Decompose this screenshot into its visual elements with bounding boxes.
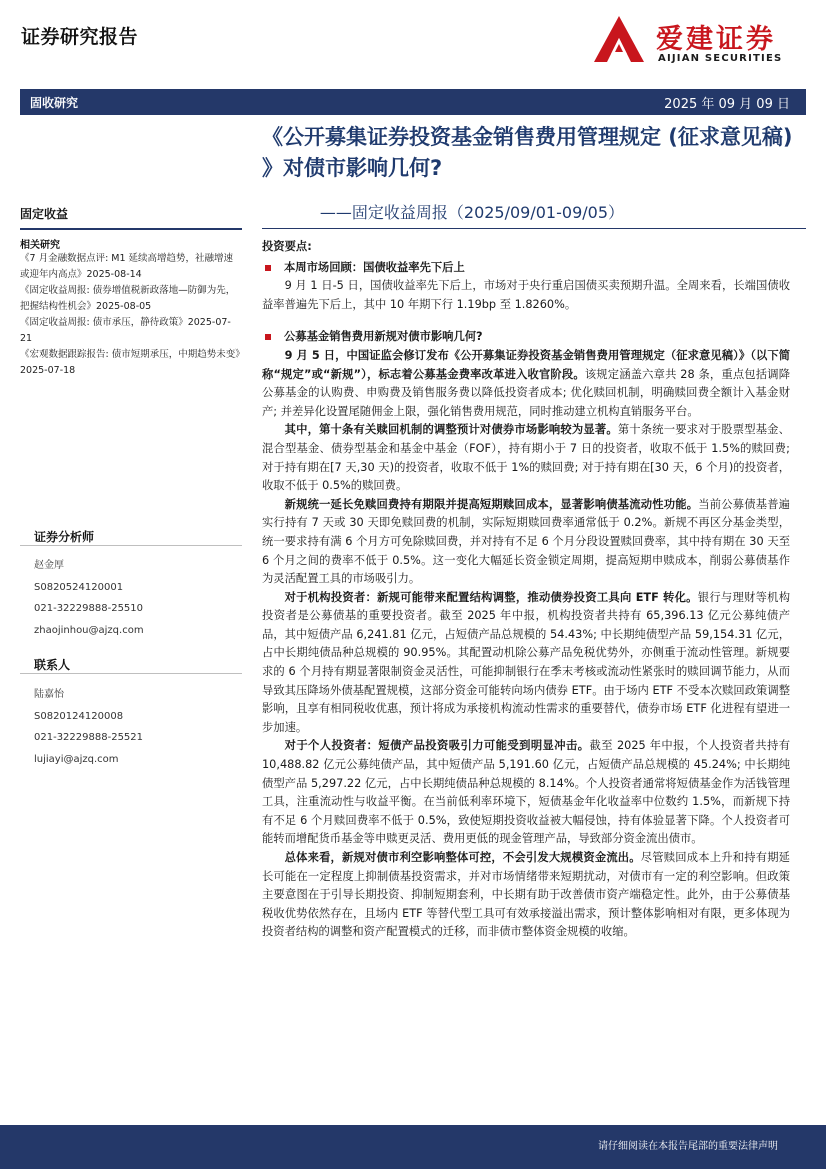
paragraph-lead: 新规统一延长免赎回费持有期限并提高短期赎回成本，显著影响债基流动性功能。 — [284, 497, 699, 511]
report-category: 固定收益 — [20, 207, 69, 221]
divider — [20, 673, 242, 674]
bullet-heading-text: 公募基金销售费用新规对债市影响几何? — [284, 330, 483, 344]
contact-license: S0820124120008 — [34, 710, 124, 722]
bullet-heading — [262, 259, 790, 278]
report-subtitle: ——固定收益周报（2025/09/01-09/05） — [319, 203, 624, 222]
bullet-square-icon — [265, 334, 271, 340]
section-label: 固收研究 — [30, 96, 79, 110]
analyst-phone: 021-32229888-25510 — [34, 603, 144, 614]
contact-info — [34, 684, 143, 770]
paragraph-lead: 对于个人投资者：短债产品投资吸引力可能受到明显冲击。 — [284, 739, 590, 753]
paragraph-text: 银行与理财等机构投资者是公募债基的重要投资者。截至 2025 年中报，机构投资者共持有 65,396.13 亿元公募纯债产品，其中短债产品 6,241.81 亿元，占短债产品总规模的 54.43%; 中长期纯债型产品 59,154.31 亿元，占中长期纯债品种总规模的 90.95%。其配置动机除公募产品免税优势外，亦侧重于流动性管理。新规要求的 6 个月持有期显著限制资金灵活性，可能抑制银行在季末考核或流动性紧张时的赎回调节能力，从而导致其压降场外债基配置规模，这部分资金可能转向场内债券 ETF。由于场内 ETF 不受本次赎回政策调整影响，且享有相同税收优惠，预计将成为承接机构流动性需求的重要替代，债券市场 ETF 化进程有望进一步加速。 — [262, 590, 790, 734]
contact-phone: 021-32229888-25521 — [34, 732, 144, 743]
paragraph — [262, 421, 790, 495]
contact-email[interactable]: lujiayi@ajzq.com — [34, 753, 119, 765]
paragraph-text: 截至 2025 年中报，个人投资者共持有 10,488.82 亿元公募纯债产品，其中短债产品 5,191.60 亿元，占短债产品总规模的 45.24%; 中长期纯债型产品 5,297.22 亿元，占中长期纯债品种总规模的 8.14%。个人投资者通常将短债基金作为活钱管理工具，注重流动性与收益平衡。在当前低利率环境下，短债基金年化收益率中位数约 1.5%，而新规下持有不足 6 个月赎回费率不低于 0.5%，致使短期投资收益被大幅侵蚀，持有体验显著下降。个人投资者可能转而增配货币基金等申赎更灵活、费用更低的现金管理产品，导致部分资金流出债市。 — [262, 739, 790, 846]
related-research-heading: 相关研究 — [20, 240, 60, 251]
divider — [262, 228, 806, 229]
analyst-heading: 证券分析师 — [34, 530, 95, 544]
analyst-name: 赵金厚 — [34, 560, 64, 571]
bullet-heading-text: 本周市场回顾：国债收益率先下后上 — [284, 260, 465, 274]
paragraph — [262, 737, 790, 849]
key-points-label: 投资要点: — [262, 240, 312, 253]
analyst-email[interactable]: zhaojinhou@ajzq.com — [34, 624, 144, 636]
report-title: 《公开募集证券投资基金销售费用管理规定 (征求意见稿) 》对债市影响几何? — [262, 125, 793, 180]
report-body — [262, 238, 790, 942]
related-research-item[interactable]: 《宏观数据跟踪报告: 债市短期承压，中期趋势未变》2025-07-18 — [20, 349, 240, 376]
contact-heading: 联系人 — [34, 658, 71, 672]
aijian-logo-icon — [592, 14, 646, 64]
legal-disclaimer-note: 请仔细阅读在本报告尾部的重要法律声明 — [598, 1141, 778, 1152]
divider — [20, 545, 242, 546]
bullet-heading — [262, 328, 790, 347]
paragraph-text: 当前公募债基普遍实行持有 7 天或 30 天即免赎回费的机制，实际短期赎回费率通常低于 0.2%。新规不再区分基金类型，统一要求持有满 6 个月方可免除赎回费，并对持有不足 6 个月分段设置赎回费率，其中持有期在 30 天至 6 个月之间的费率不低于 0.5%。这一变化大幅延长资金锁定周期，提高短期申赎成本，削弱公募债基作为灵活配置工具的市场吸引力。 — [262, 497, 790, 586]
analyst-info — [34, 555, 144, 641]
related-research-list — [20, 251, 242, 379]
paragraph-lead: 总体来看，新规对债市利空影响整体可控，不会引发大规模资金流出。 — [284, 851, 641, 864]
analyst-license: S0820524120001 — [34, 581, 124, 593]
related-research-item[interactable]: 《7 月金融数据点评: M1 延续高增趋势，社融增速或迎年内高点》2025-08-14 — [20, 253, 234, 280]
paragraph — [262, 849, 790, 942]
logo-name-cn: 爱建证券 — [656, 24, 776, 55]
paragraph-text: 尽管赎回成本上升和持有期延长可能在一定程度上抑制债基投资需求，并对市场情绪带来短期扰动，对债市有一定的利空影响。但政策主要意图在于引导长期投资、抑制短期套利，中长期有助于改善债市资产端稳定性。此外，由于公募债基税收优势依然存在，且场内 ETF 等替代型工具可有效承接溢出需求，预计整体影响相对有限，更多体现为投资者结构的调整和资产配置模式的迁移，而非债市整体资金规模的收缩。 — [262, 851, 790, 939]
paragraph-lead: 对于机构投资者：新规可能带来配置结构调整，推动债券投资工具向 ETF 转化。 — [284, 590, 698, 604]
paragraph — [262, 496, 790, 589]
paragraph-text: 该规定涵盖六章共 28 条，重点包括调降公募基金的认购费、申购费及销售服务费以降低投资者成本; 优化赎回机制，明确赎回费全额计入基金财产; 并差异化设置尾随佣金上限，强化销售费用规范，同时推动建立机构直销服务平台。 — [262, 367, 790, 418]
related-research-item[interactable]: 《固定收益周报: 债券增值税新政落地—防御为先，把握结构性机会》2025-08-05 — [20, 285, 236, 312]
paragraph-text: 第十条统一要求对于股票型基金、混合型基金、债券型基金和基金中基金（FOF），持有期小于 7 日的投资者，收取不低于 1.5%的赎回费; 对于持有期在[7 天,30 天)的投资者，收取不低于 1%的赎回费; 对于持有期在[30 天，6 个月)的投资者，收取不低于 0.5%的赎回费。 — [262, 423, 790, 493]
related-research-item[interactable]: 《固定收益周报: 债市承压，静待政策》2025-07-21 — [20, 317, 231, 344]
logo-name-en: AIJIAN SECURITIES — [658, 53, 783, 64]
paragraph — [262, 589, 790, 738]
bullet-square-icon — [265, 265, 271, 271]
paragraph: 9 月 1 日-5 日，国债收益率先下后上，市场对于央行重启国债买卖预期升温。全周来看，长端国债收益率普遍先下后上，其中 10 年期下行 1.19bp 至 1.8260%。 — [262, 279, 790, 311]
report-date: 2025 年 09 月 09 日 — [664, 97, 790, 112]
paragraph-lead: 9 月 5 日，中国证监会修订发布《公开募集证券投资基金销售费用管理规定（征求意见稿）》（以下简称“规定”或“新规”），标志着公募基金费率改革进入收官阶段。 — [262, 348, 790, 381]
paragraph-lead: 其中，第十条有关赎回机制的调整预计对债券市场影响较为显著。 — [284, 423, 618, 437]
document-type-label: 证券研究报告 — [21, 26, 139, 48]
contact-name: 陆嘉怡 — [34, 689, 64, 700]
divider — [20, 228, 242, 230]
paragraph — [262, 347, 790, 421]
